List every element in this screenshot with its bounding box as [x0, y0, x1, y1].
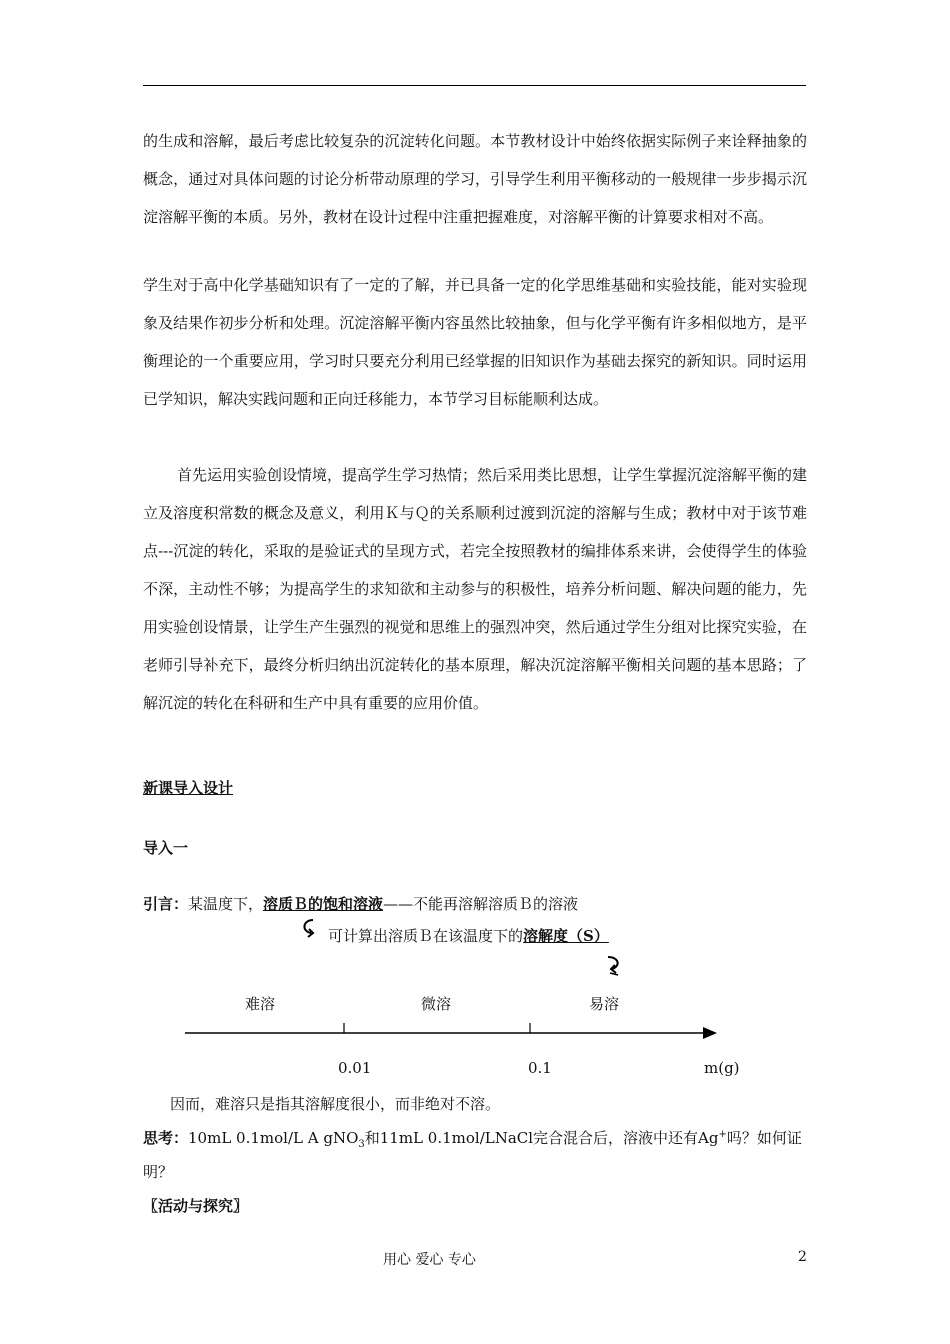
- question-subscript: 3: [358, 1139, 365, 1150]
- label-insoluble: 难溶: [245, 995, 276, 1013]
- conclusion-text: 因而，难溶只是指其溶解度很小，而非绝对不溶。: [170, 1095, 501, 1113]
- curved-arrow-down-icon: [603, 954, 625, 980]
- solubility-term: 溶解度（S）: [523, 927, 609, 945]
- paragraph-student-analysis: 学生对于高中化学基础知识有了一定的了解，并已具备一定的化学思维基础和实验技能，能对实验现象及结果作初步分析和处理。沉淀溶解平衡内容虽然比较抽象，但与化学平衡有许多相似地方，是平衡理论的一个重要应用，学习时只要充分利用已经掌握的旧知识作为基础去探究的新知识。同时运用已学知识，解决实践问题和正向迁移能力，本节学习目标能顺利达成。: [143, 276, 807, 408]
- question-continued: 明？: [143, 1163, 174, 1181]
- solubility-text: 可计算出溶质Ｂ在该温度下的: [328, 927, 524, 945]
- footer-motto: 用心 爱心 专心: [383, 1252, 476, 1268]
- intro-label: 引言：: [143, 895, 189, 913]
- question-line: [143, 1127, 802, 1150]
- label-easily-soluble: 易溶: [589, 995, 620, 1013]
- solubility-scale-axis: [185, 1020, 720, 1046]
- intro-term-saturated-solution: 溶质Ｂ的饱和溶液: [263, 895, 384, 913]
- question-superscript: +: [718, 1129, 727, 1140]
- page-number: 2: [798, 1249, 807, 1265]
- curved-arrow-icon: [298, 917, 320, 939]
- intro-text-2: ——不能再溶解溶质Ｂ的溶液: [383, 895, 579, 913]
- paragraph-teaching-strategy: 首先运用实验创设情境，提高学生学习热情；然后采用类比思想，让学生掌握沉淀溶解平衡的建立及溶度积常数的概念及意义，利用Ｋ与Ｑ的关系顺利过渡到沉淀的溶解与生成；教材中对于该节难点---沉淀的转化，采取的是验证式的呈现方式，若完全按照教材的编排体系来讲，会使得学生的体验不深，主动性不够；为提高学生的求知欲和主动参与的积极性，培养分析问题、解决问题的能力，先用实验创设情景，让学生产生强烈的视觉和思维上的强烈冲突，然后通过学生分组对比探究实验，在老师引导补充下，最终分析归纳出沉淀转化的基本原理，解决沉淀溶解平衡相关问题的基本思路；了解沉淀的转化在科研和生产中具有重要的应用价值。: [143, 466, 808, 712]
- header-rule: [143, 85, 806, 86]
- question-label: 思考：: [143, 1129, 189, 1147]
- intro-text-1: 某温度下，: [188, 895, 264, 913]
- solubility-line: [328, 925, 609, 946]
- label-slightly-soluble: 微溶: [421, 995, 452, 1013]
- axis-unit-label: m(g): [704, 1059, 740, 1077]
- paragraph-textbook-design: 的生成和溶解，最后考虑比较复杂的沉淀转化问题。本节教材设计中始终依据实际例子来诠释抽象的概念，通过对具体问题的讨论分析带动原理的学习，引导学生利用平衡移动的一般规律一步步揭示沉淀溶解平衡的本质。另外，教材在设计过程中注重把握难度，对溶解平衡的计算要求相对不高。: [143, 132, 807, 226]
- tick-label-0-01: 0.01: [338, 1059, 372, 1077]
- question-text-b: 和11mL 0.1mol/LNaCl完合混合后，溶液中还有Ag: [364, 1129, 719, 1147]
- question-text-c: 吗？如何证: [726, 1129, 802, 1147]
- heading-lesson-intro-design: 新课导入设计: [143, 779, 234, 797]
- question-text-a: 10mL 0.1mol/L A gNO: [188, 1129, 359, 1147]
- activity-heading: 〖活动与探究〗: [143, 1197, 249, 1215]
- intro-line: [143, 893, 578, 914]
- heading-intro-one: 导入一: [143, 839, 189, 857]
- tick-label-0-1: 0.1: [528, 1059, 552, 1077]
